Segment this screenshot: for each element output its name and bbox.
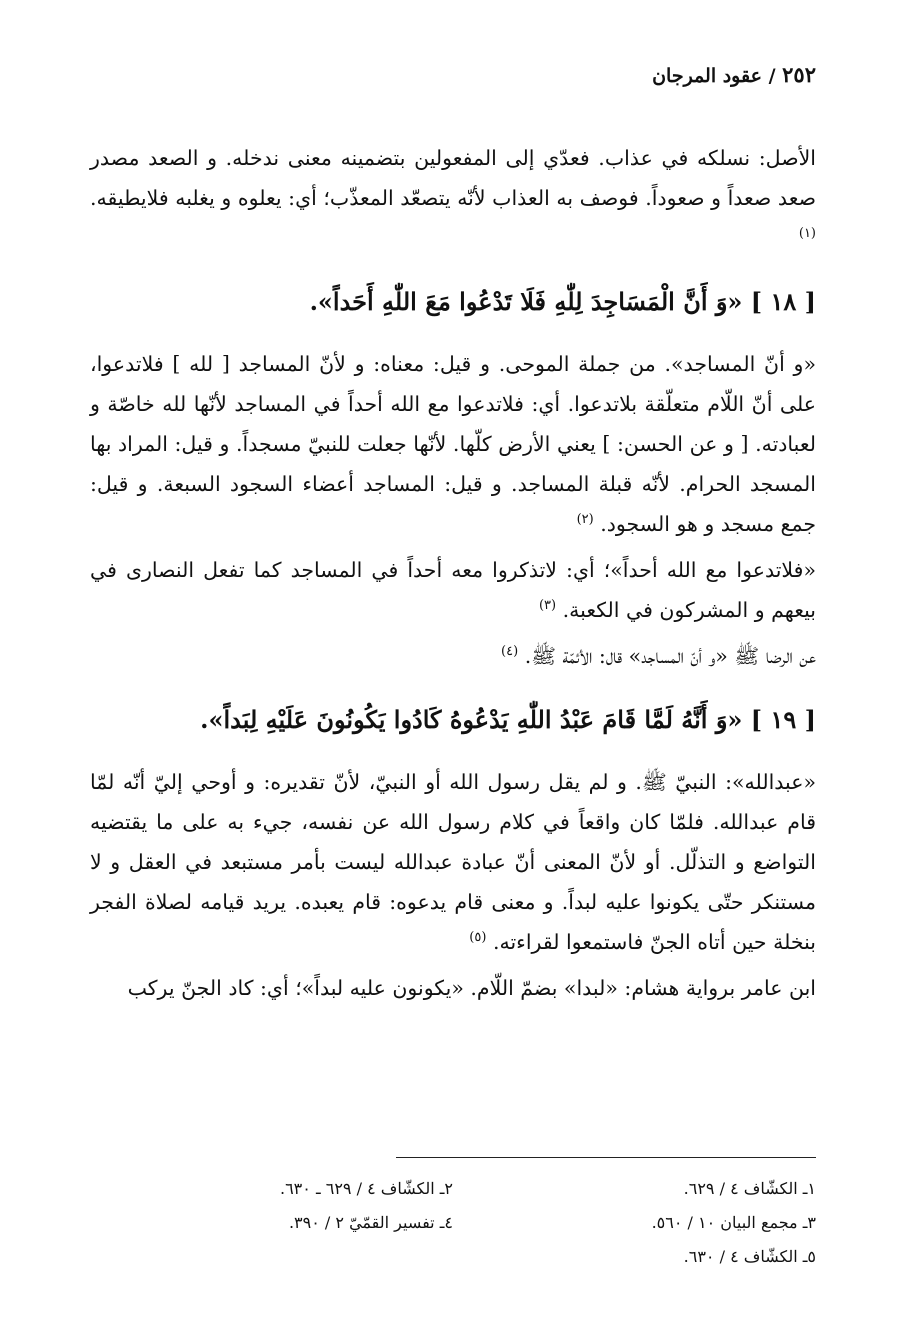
- footnote-divider: [396, 1157, 816, 1158]
- footnote-ref-2: (٢): [576, 512, 594, 528]
- paragraph-4: [90, 636, 816, 676]
- book-title: عقود المرجان: [652, 65, 762, 87]
- paragraph-5: [90, 762, 816, 962]
- footnote-5: ٥ـ الكشّاف ٤ / ٦٣٠.: [683, 1247, 816, 1266]
- paragraph-2: [90, 344, 816, 544]
- paragraph-1: [90, 138, 816, 258]
- paragraph-2-text: «و أنّ المساجد». من جملة الموحى. و قيل: معناه: و لأنّ المساجد [ لله ] فلاتدعوا، على أنّ اللّام متعلّقة بلاتدعوا. أي: فلاتدعوا مع الله أحداً في المساجد لأنّها لله خاصّة و لعبادته. [ و عن الحسن: ] يعني الأرض كلّها. لأنّها جعلت للنبيّ مسجداً. و قيل: المراد بها المسجد الحرام. لأنّه قبلة المساجد. و قيل: المساجد أعضاء السجود السبعة. و قيل: جمع مسجد و هو السجود.: [90, 352, 816, 536]
- footnote-4: ٤ـ تفسير القمّيّ ٢ / ٣٩٠.: [288, 1213, 453, 1232]
- running-head: [652, 62, 816, 87]
- footnote-row: [90, 1172, 816, 1206]
- footnote-row: [90, 1206, 816, 1240]
- paragraph-6: ابن عامر برواية هشام: «لبدا» بضمّ اللّام. «يكونون عليه لبداً»؛ أي: كاد الجنّ يركب: [127, 976, 816, 1000]
- footnote-ref-5: (٥): [469, 930, 487, 946]
- page-number: ٢٥٢: [782, 62, 816, 87]
- footnote-3: ٣ـ مجمع البيان ١٠ / ٥٦٠.: [651, 1213, 816, 1232]
- verse-18: [ ١٨ ] «وَ أَنَّ الْمَسَاجِدَ لِلّٰهِ فَلَا تَدْعُوا مَعَ اللّٰهِ أَحَداً».: [309, 287, 816, 316]
- footnote-ref-1: (١): [798, 226, 816, 242]
- footnote-1: ١ـ الكشّاف ٤ / ٦٢٩.: [683, 1179, 816, 1198]
- footnote-2: ٢ـ الكشّاف ٤ / ٦٢٩ ـ ٦٣٠.: [279, 1179, 453, 1198]
- footnote-ref-3: (٣): [538, 598, 557, 614]
- verse-19: [ ١٩ ] «وَ أَنَّهُ لَمَّا قَامَ عَبْدُ اللّٰهِ يَدْعُوهُ كَادُوا يَكُونُونَ عَلَيْهِ لِبَداً».: [200, 705, 816, 734]
- footnote-row: [90, 1240, 816, 1274]
- paragraph-3-text: «فلاتدعوا مع الله أحداً»؛ أي: لاتذكروا معه أحداً في المساجد كما تفعل النصارى في بيعهم و المشركون في الكعبة.: [90, 558, 816, 622]
- paragraph-4-text: عن الرضا ﷺ «و أنّ المساجد» قال: الأئمّة ﷺ.: [524, 644, 816, 668]
- footnote-ref-4: (٤): [501, 644, 519, 660]
- footnotes: [90, 1172, 816, 1274]
- running-head-separator: /: [768, 65, 776, 87]
- paragraph-3: [90, 550, 816, 630]
- paragraph-1-text: الأصل: نسلكه في عذاب. فعدّي إلى المفعولين بتضمينه معنى ندخله. و الصعد مصدر صعد صعداً و صعوداً. فوصف به العذاب لأنّه يتصعّد المعذّب؛ أي: يعلوه و يغلبه فلايطيقه.: [90, 146, 816, 210]
- paragraph-5-text: «عبدالله»: النبيّ ﷺ. و لم يقل رسول الله أو النبيّ، لأنّ تقديره: و أوحي إليّ أنّه لمّا قام عبدالله. فلمّا كان واقعاً في كلام رسول الله عن نفسه، جيء به على ما يقتضيه التواضع و التذلّل. أو لأنّ المعنى أنّ عبادة عبدالله ليست بأمر مستبعد في العقل و لا مستنكر حتّى يكونوا عليه لبداً. و معنى قام يدعوه: قام يعبده. يريد قيامه لصلاة الفجر بنخلة حين أتاه الجنّ فاستمعوا لقراءته.: [90, 770, 816, 954]
- main-text: [90, 138, 816, 1014]
